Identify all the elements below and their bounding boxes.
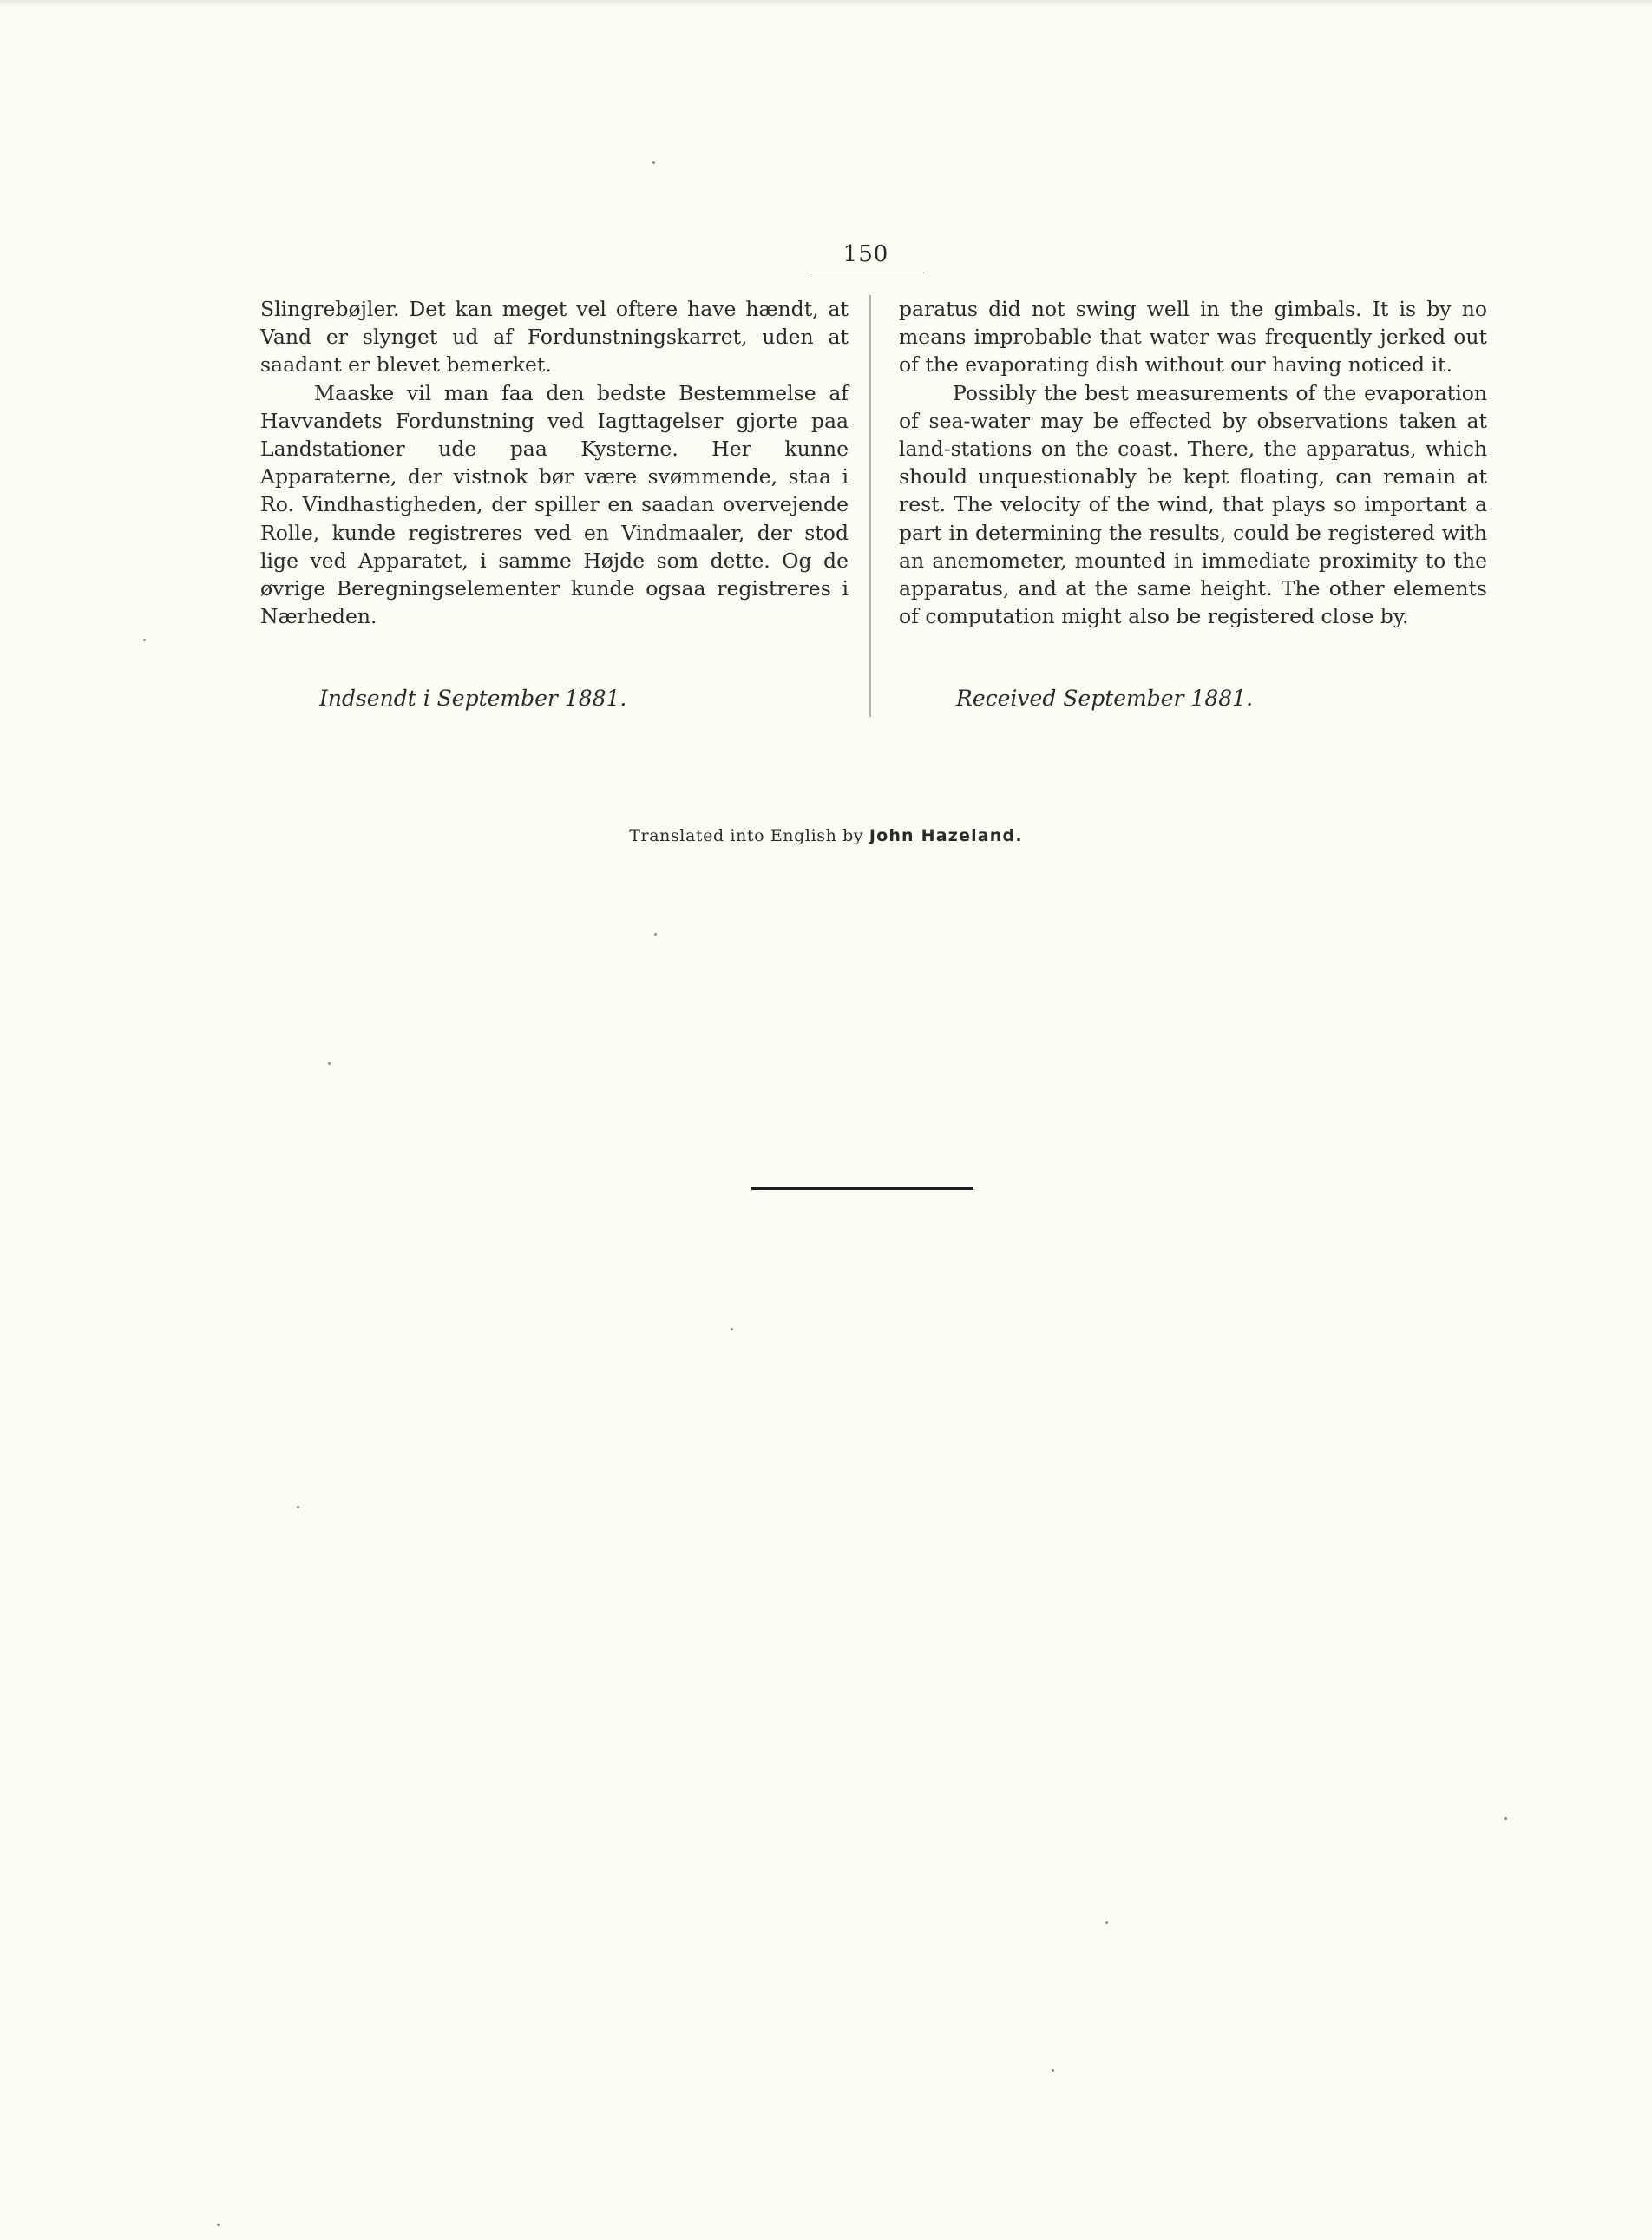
paper-speck (654, 933, 657, 936)
danish-received-date: Indsendt i September 1881. (319, 686, 627, 711)
page-top-edge (0, 0, 1652, 7)
danish-column (260, 295, 849, 630)
end-rule (751, 1187, 974, 1190)
english-received-date: Received September 1881. (956, 686, 1254, 711)
english-paragraph-1: paratus did not swing well in the gimbals. It is by no means improbable that water was frequently jerked out of the evaporating dish without our having noticed it. (899, 297, 1487, 378)
translator-credit (0, 826, 1652, 845)
paper-speck (1504, 1817, 1507, 1820)
paper-speck (731, 1328, 733, 1330)
column-divider (869, 295, 871, 717)
paper-speck (328, 1062, 331, 1065)
translator-name: John Hazeland. (869, 826, 1023, 845)
danish-paragraph-1: Slingrebøjler. Det kan meget vel oftere have hændt, at Vand er slynget ud af Fordunstningskarret, uden at saadant er blevet bemerket. (260, 297, 849, 378)
paper-speck (1052, 2069, 1054, 2072)
english-column (899, 295, 1487, 630)
paper-speck (1105, 1921, 1108, 1924)
danish-paragraph-2: Maaske vil man faa den bedste Bestemmelse af Havvandets Fordunstning ved Iagttagelser gjorte paa Landstationer ude paa Kysterne. Her kunne Apparaterne, der vistnok bør være svømmende, staa i Ro. Vindhastigheden, der spiller en saadan overvejende Rolle, kunde registreres ved en Vindmaaler, der stod lige ved Apparatet, i samme Højde som dette. Og de øvrige Beregningselementer kunde ogsaa registreres i Nærheden. (260, 380, 849, 629)
paper-speck (652, 161, 655, 164)
translator-prefix: Translated into English by (629, 826, 864, 845)
paper-speck (143, 639, 146, 641)
paper-speck (217, 2224, 220, 2226)
paper-speck (297, 1506, 299, 1508)
english-paragraph-2: Possibly the best measurements of the evaporation of sea-water may be effected by observations taken at land-stations on the coast. There, the apparatus, which should unquestionably be kept floating, can remain at rest. The velocity of the wind, that plays so important a part in determining the results, could be registered with an anemometer, mounted in immediate proximity to the apparatus, and at the same height. The other elements of computation might also be registered close by. (899, 380, 1487, 629)
page-number: 150 (842, 241, 889, 267)
